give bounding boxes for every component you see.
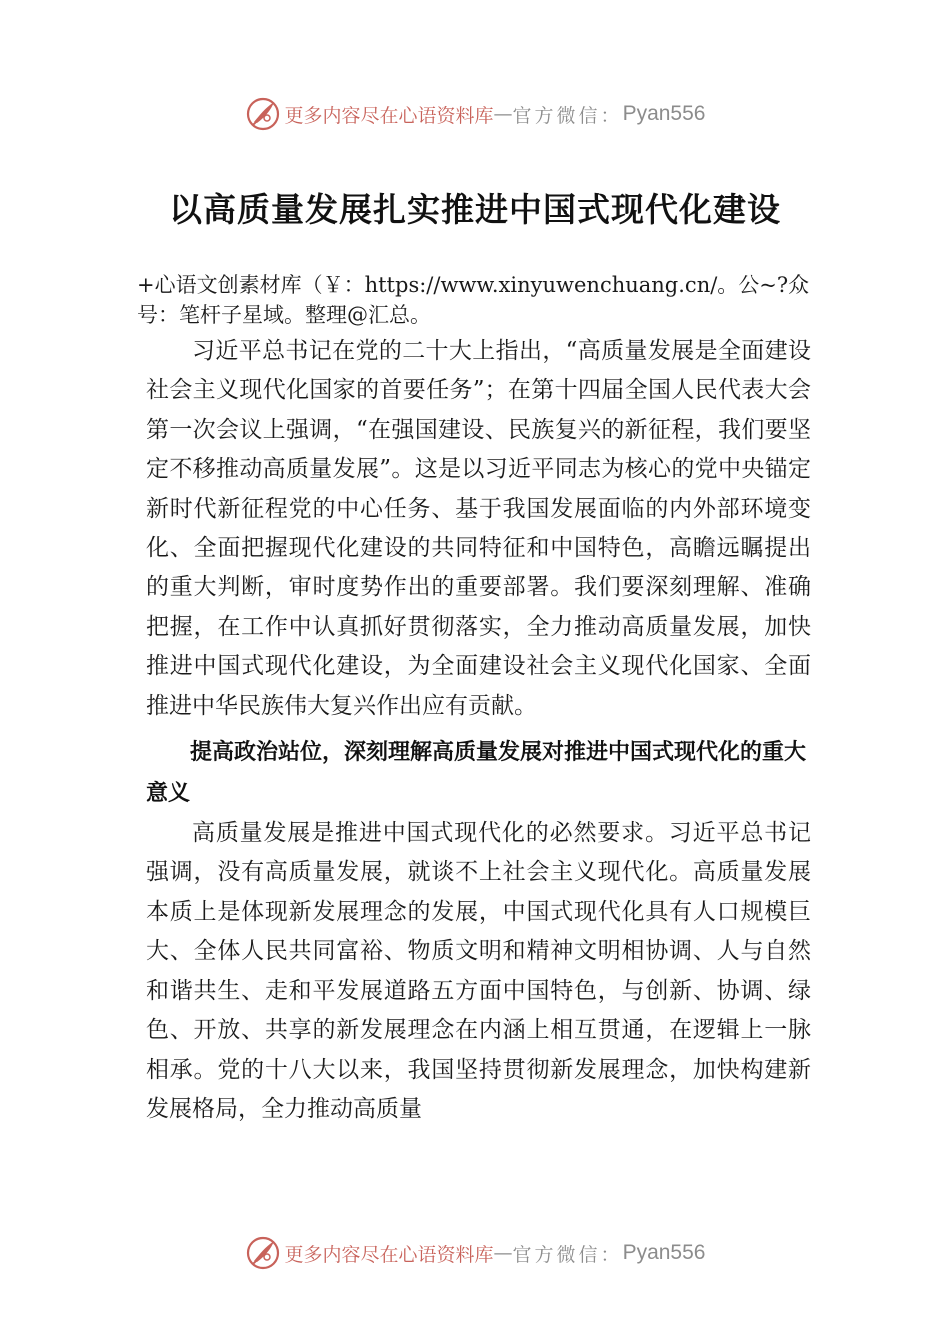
body-paragraph: 高质量发展是推进中国式现代化的必然要求。习近平总书记强调，没有高质量发展，就谈不上社会主义现代化。高质量发展本质上是体现新发展理念的发展，中国式现代化具有人口规模巨大、全体人民共同富裕、物质文明和精神文明相协调、人与自然和谐共生、走和平发展道路五方面中国特色，与创新、协调、绿色、开放、共享的新发展理念在内涵上相互贯通，在逻辑上一脉相承。党的十八大以来，我国坚持贯彻新发展理念，加快构建新发展格局，全力推动高质量 [146, 820, 811, 1122]
banner-wechat-id: Pyan556 [622, 1241, 706, 1264]
banner-separator: — [493, 103, 513, 125]
banner-separator: — [493, 1242, 513, 1264]
banner-text: 更多内容尽在心语资料库 [284, 1243, 494, 1266]
quill-pen-logo-icon [245, 1235, 281, 1271]
section-heading: 提高政治站位，深刻理解高质量发展对推进中国式现代化的重大意义 [146, 740, 807, 807]
banner-text: 更多内容尽在心语资料库 [284, 104, 494, 127]
banner-wechat-id: Pyan556 [622, 102, 706, 125]
page-title: 以高质量发展扎实推进中国式现代化建设 [169, 190, 781, 229]
banner-wechat-label: 官方微信： [512, 104, 623, 127]
article-body [146, 332, 811, 1129]
banner-wechat-label: 官方微信： [512, 1243, 623, 1266]
header-banner [0, 94, 950, 134]
source-line: +心语文创素材库（￥：https://www.xinyuwenchuang.cn/。公~?众号：笔杆子星域。整理@汇总。 [137, 273, 810, 327]
quill-pen-logo-icon [245, 96, 281, 132]
footer-banner [0, 1233, 950, 1273]
body-paragraph: 习近平总书记在党的二十大上指出，“高质量发展是全面建设社会主义现代化国家的首要任务”；在第十四届全国人民代表大会第一次会议上强调，“在强国建设、民族复兴的新征程，我们要坚定不移推动高质量发展”。这是以习近平同志为核心的党中央锚定新时代新征程党的中心任务、基于我国发展面临的内外部环境变化、全面把握现代化建设的共同特征和中国特色，高瞻远瞩提出的重大判断，审时度势作出的重要部署。我们要深刻理解、准确把握，在工作中认真抓好贯彻落实，全力推动高质量发展，加快推进中国式现代化建设，为全面建设社会主义现代化国家、全面推进中华民族伟大复兴作出应有贡献。 [146, 338, 811, 719]
